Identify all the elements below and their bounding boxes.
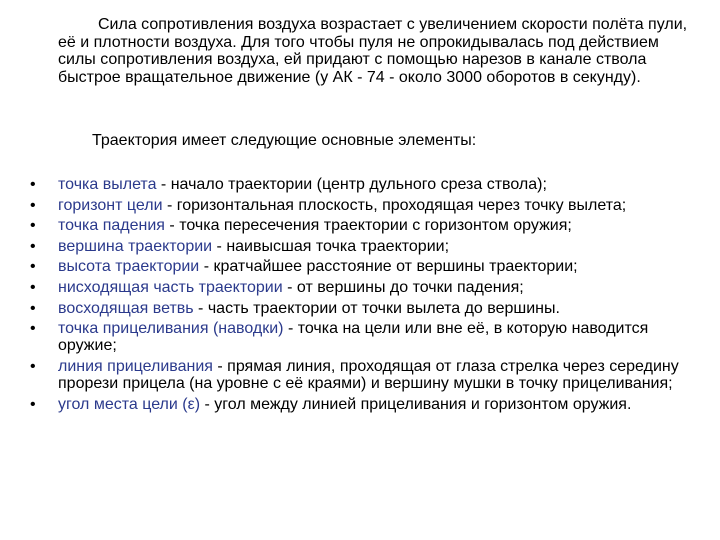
item-term: точка вылета (58, 176, 157, 193)
bullet-icon: • (30, 357, 36, 375)
item-term: точка прицеливания (58, 320, 209, 338)
bullet-icon: • (30, 217, 36, 235)
item-desc: - точка на цели или вне её, в которую наводится оружие; (58, 320, 649, 355)
bullet-icon: • (30, 258, 36, 276)
item-desc: - наивысшая точка траектории; (212, 237, 450, 255)
item-desc: - кратчайшее расстояние от вершины траектории; (199, 258, 578, 276)
list-item (30, 300, 702, 317)
list-item (30, 238, 702, 255)
item-desc: - начало траектории (центр дульного среза ствола); (156, 176, 547, 193)
bullet-icon: • (30, 176, 36, 193)
item-term: угол места цели (58, 395, 178, 413)
item-extra: (ε) (177, 395, 201, 413)
item-term: горизонт цели (58, 196, 163, 214)
item-term: вершина траектории (58, 237, 213, 255)
item-term: нисходящая часть траектории (58, 278, 283, 296)
item-term: точка падения (58, 217, 165, 235)
list-item (30, 396, 702, 413)
bullet-icon: • (30, 395, 36, 413)
trajectory-elements-list (30, 176, 702, 416)
item-term: линия прицеливания (58, 357, 213, 375)
item-desc: - прямая линия, проходящая от глаза стрелка через середину прорези прицела (на уровне с её краями) и вершину мушки в точку прицеливания; (58, 357, 679, 393)
item-term: высота траектории (58, 258, 200, 276)
list-item (30, 320, 702, 354)
bullet-icon: • (30, 320, 36, 338)
item-desc: - точка пересечения траектории с горизонтом оружия; (164, 217, 572, 235)
intro-paragraph (58, 16, 698, 86)
bullet-icon: • (30, 299, 36, 317)
elements-heading: Траектория имеет следующие основные элементы: (92, 132, 477, 149)
list-item (30, 358, 702, 392)
list-item (30, 197, 702, 214)
list-item (30, 176, 702, 193)
item-desc: - угол между линией прицеливания и горизонтом оружия. (200, 395, 632, 413)
item-desc: - часть траектории от точки вылета до вершины. (193, 299, 560, 317)
bullet-icon: • (30, 237, 36, 255)
intro-text: Сила сопротивления воздуха возрастает с увеличением скорости полёта пули, её и плотности воздуха. Для того чтобы пуля не опрокидывалась под действием силы сопротивления воздуха, ей придают с помощью нарезов в канале ствола быстрое вращательное движение (у АК - 74 - около 3000 оборотов в секунду). (58, 16, 688, 86)
item-term: восходящая ветвь (58, 299, 194, 317)
list-item (30, 279, 702, 296)
bullet-icon: • (30, 278, 36, 296)
item-extra: (наводки) (208, 320, 284, 338)
item-desc: - от вершины до точки падения; (282, 278, 524, 296)
list-item (30, 217, 702, 234)
item-desc: - горизонтальная плоскость, проходящая через точку вылета; (162, 196, 627, 214)
bullet-icon: • (30, 196, 36, 214)
list-item (30, 258, 702, 275)
